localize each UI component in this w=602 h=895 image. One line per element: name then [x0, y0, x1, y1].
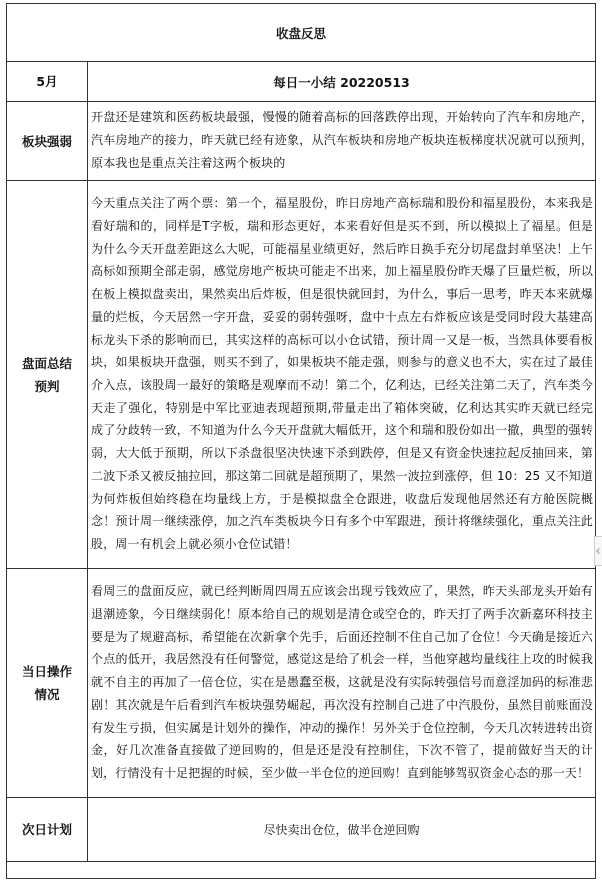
summary-heading-row: [7, 62, 596, 102]
plan-text: 尽快卖出仓位，做半仓逆回购: [88, 798, 596, 862]
review-table: [6, 3, 596, 879]
title-row: [7, 4, 596, 62]
plan-row: [7, 798, 596, 862]
summary-heading: 每日一小结 20220513: [88, 62, 596, 102]
sector-row: [7, 102, 596, 181]
sector-text: 开盘还是建筑和医药板块最强，慢慢的随着高标的回落跌停出现，开始转向了汽车和房地产，汽车房地产的接力，昨天就已经有迹象，从汽车板块和房地产板块连板梯度状况就可以预判，原本我也是重点关注着这两个板块的: [88, 102, 596, 181]
operation-label: 当日操作情况: [7, 569, 88, 798]
operation-text: 看周三的盘面反应，就已经判断周四周五应该会出现亏钱效应了，果然，昨天头部龙头开始有退潮迹象，今日继续弱化！原本给自己的规划是清仓或空仓的，昨天打了两手次新嘉环科技主要是为了规避高标，希望能在次新拿个先手，后面还控制不住自己加了仓位！今天确是接近六个点的低开，我居然没有任何警觉，感觉这是给了机会一样，当他穿越均量线往上攻的时候我就不自主的再加了一倍仓位，实在是愚蠢至极，这就是没有实际转强信号而意淫加码的标准悲剧！其次就是午后看到汽车板块强势崛起，再次没有控制自己进了中汽股份，虽然目前账面没有发生亏损，但实属是计划外的操作，冲动的操作！另外关于仓位控制，今天几次转进转出资金，好几次准备直接做了逆回购的，但是还是没有控制住，下次不管了，提前做好当天的计划，行情没有十足把握的时候，至少做一半仓位的逆回购！直到能够驾驭资金心态的那一天！: [88, 569, 596, 798]
plan-label: 次日计划: [7, 798, 88, 862]
page-title: 收盘反思: [7, 4, 596, 62]
review-label: 盘面总结预判: [7, 181, 88, 569]
side-collapse-tab[interactable]: [594, 536, 602, 566]
empty-row: [7, 862, 596, 879]
review-row: [7, 181, 596, 569]
month-label: 5月: [7, 62, 88, 102]
sector-label: 板块强弱: [7, 102, 88, 181]
review-text: 今天重点关注了两个票：第一个，福星股份，昨日房地产高标瑞和股份和福星股份，本来我是看好瑞和的，同样是T字板，瑞和形态更好，本来看好但是买不到，所以模拟上了福星。但是为什么今天开盘差距这么大呢，可能福星业绩更好，然后昨日换手充分切尾盘封单坚决！上午高标如预期全部走弱，感觉房地产板块可能走不出来，加上福星股份昨天爆了巨量烂板，所以在板上模拟盘卖出，果然卖出后炸板，但是很快就回封，为什么，事后一思考，昨天本来就爆量的烂板，今天居然一字开盘，妥妥的弱转强呀，盘中十点左右炸板应该是受同时段大基建高标龙头下杀的影响而已，其实这样的高标可以小仓试错，预计周一又是一板，当然具体要看板块，如果板块开盘强，则买不到了，如果板块不能走强，则参与的意义也不大，实在过了最佳介入点，该股周一最好的策略是观摩而不动！第二个，亿利达，已经关注第二天了，汽车类今天走了强化，特别是中军比亚迪表现超预期,带量走出了箱体突破，亿利达其实昨天就已经完成了分歧转一致，不知道为什么今天开盘就大幅低开，这个和瑞和股份如出一撤，典型的强转弱，大大低于预期，所以下杀盘很坚决快速下杀到跌停，但是又有资金快速拉起反抽回来，第二波下杀又被反抽拉回，那这第二回就是超预期了，果然一波拉到涨停，但 10：25 又不知道为何炸板但始终稳在均量线上方，于是模拟盘全仓跟进，收盘后发现他居然还有方舱医院概念！预计周一继续涨停，加之汽车类板块今日有多个中军跟进，预计将继续强化，重点关注此股，周一有机会上就必须小仓位试错！: [88, 181, 596, 569]
operation-row: [7, 569, 596, 798]
empty-cell: [7, 862, 596, 879]
